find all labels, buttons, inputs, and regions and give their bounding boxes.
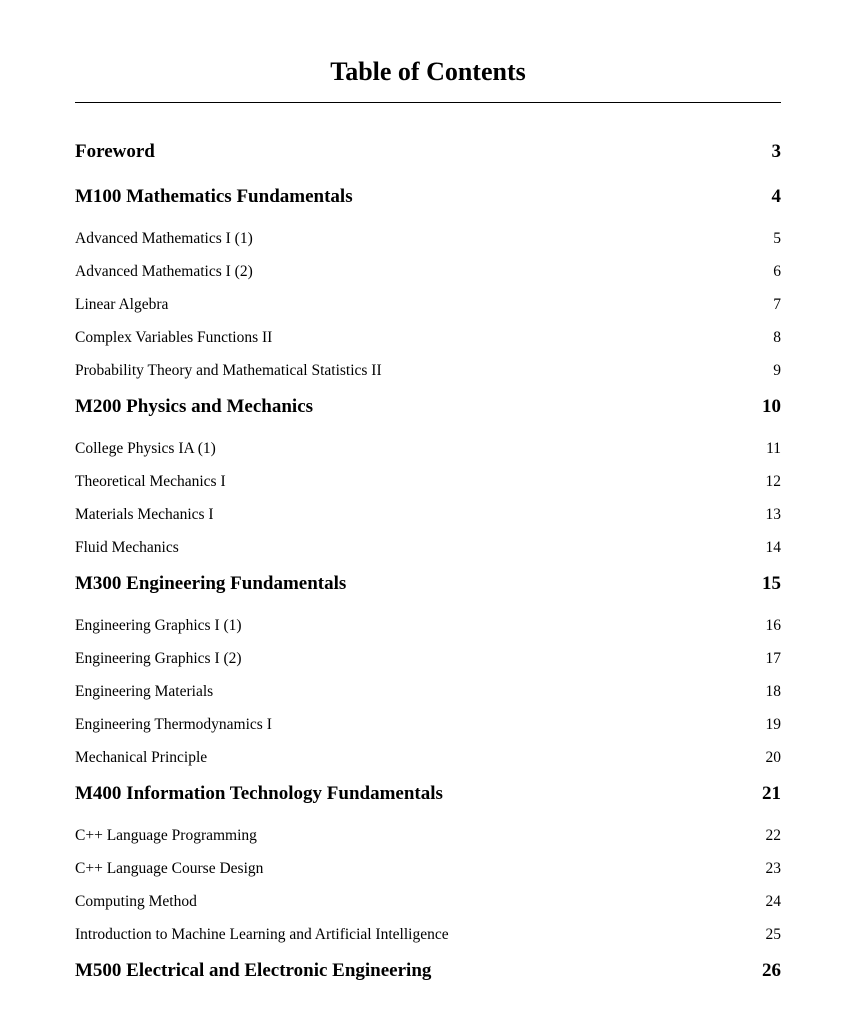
toc-entry-page: 18	[765, 683, 781, 700]
toc-entry-page: 23	[765, 860, 781, 877]
toc-section-page: 26	[762, 960, 781, 981]
toc-entry[interactable]	[75, 712, 781, 745]
toc-entry[interactable]	[75, 358, 781, 391]
toc-section-m500[interactable]	[75, 955, 781, 1000]
toc-entry-title: C++ Language Programming	[75, 827, 257, 844]
toc-entry[interactable]	[75, 502, 781, 535]
toc-entry[interactable]	[75, 535, 781, 568]
toc-section-title: Foreword	[75, 141, 155, 162]
toc-entry-title: Engineering Materials	[75, 683, 214, 700]
toc-entry-title: Theoretical Mechanics I	[75, 473, 226, 490]
toc-entry[interactable]	[75, 469, 781, 502]
toc-entry[interactable]	[75, 325, 781, 358]
toc-entry-title: Engineering Graphics I (2)	[75, 650, 242, 667]
toc-section-foreword[interactable]	[75, 136, 781, 181]
toc-entry[interactable]	[75, 226, 781, 259]
toc-entry-page: 9	[773, 362, 781, 379]
toc-entry-page: 11	[766, 440, 781, 457]
toc-entry-page: 6	[773, 263, 781, 280]
toc-entry-page: 5	[773, 230, 781, 247]
toc-entry-title: Linear Algebra	[75, 296, 169, 313]
toc-entry-page: 20	[765, 749, 781, 766]
toc-entry[interactable]	[75, 856, 781, 889]
toc-section-page: 10	[762, 396, 781, 417]
toc-section-m100[interactable]	[75, 181, 781, 226]
toc-section-page: 21	[762, 783, 781, 804]
toc-entry[interactable]	[75, 646, 781, 679]
toc-section-title: M200 Physics and Mechanics	[75, 396, 314, 417]
toc-entry-title: Mechanical Principle	[75, 749, 208, 766]
toc-section-page: 3	[771, 141, 781, 162]
toc-entry-page: 12	[765, 473, 781, 490]
toc-entry-title: Introduction to Machine Learning and Artificial Intelligence	[75, 926, 449, 943]
toc-section-title: M400 Information Technology Fundamentals	[75, 783, 443, 804]
toc-list	[75, 136, 781, 1000]
title-divider	[75, 102, 781, 103]
toc-entry[interactable]	[75, 889, 781, 922]
toc-section-page: 4	[771, 186, 781, 207]
toc-entry-page: 16	[765, 617, 781, 634]
toc-entry[interactable]	[75, 823, 781, 856]
toc-section-title: M500 Electrical and Electronic Engineering	[75, 960, 432, 981]
toc-entry-page: 25	[765, 926, 781, 943]
toc-entry-page: 7	[773, 296, 781, 313]
toc-entry-page: 17	[765, 650, 781, 667]
toc-entry-title: Advanced Mathematics I (1)	[75, 230, 253, 247]
toc-entry-page: 22	[765, 827, 781, 844]
toc-entry[interactable]	[75, 679, 781, 712]
toc-section-title: M100 Mathematics Fundamentals	[75, 186, 353, 207]
toc-entry-page: 19	[765, 716, 781, 733]
toc-entry-page: 13	[765, 506, 781, 523]
toc-entry-title: Complex Variables Functions II	[75, 329, 273, 346]
toc-entry-title: Engineering Thermodynamics I	[75, 716, 272, 733]
toc-entry[interactable]	[75, 436, 781, 469]
toc-entry[interactable]	[75, 292, 781, 325]
toc-entry-title: Probability Theory and Mathematical Statistics II	[75, 362, 382, 379]
toc-entry[interactable]	[75, 745, 781, 778]
toc-entry-title: Materials Mechanics I	[75, 506, 214, 523]
toc-entry-title: Fluid Mechanics	[75, 539, 179, 556]
toc-section-m300[interactable]	[75, 568, 781, 613]
toc-section-m400[interactable]	[75, 778, 781, 823]
toc-entry-page: 24	[765, 893, 781, 910]
toc-entry-title: College Physics IA (1)	[75, 440, 216, 457]
toc-entry-title: Advanced Mathematics I (2)	[75, 263, 253, 280]
toc-entry-title: Engineering Graphics I (1)	[75, 617, 242, 634]
toc-section-m200[interactable]	[75, 391, 781, 436]
toc-entry[interactable]	[75, 613, 781, 646]
toc-entry-page: 14	[765, 539, 781, 556]
toc-section-title: M300 Engineering Fundamentals	[75, 573, 347, 594]
toc-section-page: 15	[762, 573, 781, 594]
toc-entry[interactable]	[75, 922, 781, 955]
toc-entry-title: Computing Method	[75, 893, 197, 910]
toc-entry-page: 8	[773, 329, 781, 346]
toc-entry-title: C++ Language Course Design	[75, 860, 264, 877]
page-title: Table of Contents	[330, 57, 526, 86]
toc-entry[interactable]	[75, 259, 781, 292]
